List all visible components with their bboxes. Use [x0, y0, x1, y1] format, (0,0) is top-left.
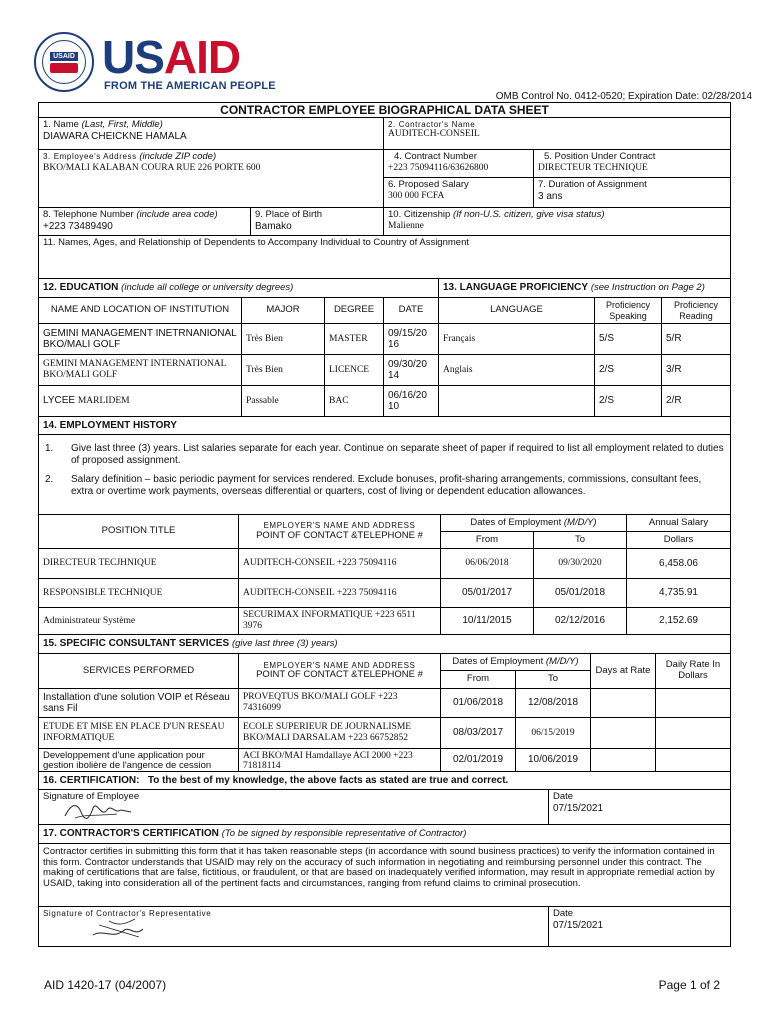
- svc-row3-days: [591, 749, 656, 772]
- contractor-label: 2. Contractor's Name: [388, 120, 476, 129]
- employee-signature-icon: [61, 798, 141, 824]
- field-position[interactable]: [534, 150, 730, 178]
- form-id: AID 1420-17 (04/2007): [44, 978, 167, 992]
- col-dates-of-employment: [441, 515, 627, 532]
- svc-row3-from: 02/01/2019: [441, 749, 516, 772]
- instruction-1-num: 1.: [45, 443, 54, 454]
- field-duration[interactable]: [534, 178, 730, 208]
- employee-date-label: Date: [553, 791, 574, 802]
- col-dates-label: Dates of Employment: [470, 516, 562, 528]
- education-hint: (include all college or university degrees): [121, 281, 294, 293]
- emp-row2-from: 05/01/2017: [441, 579, 534, 608]
- edu-row1-major: Très Bien: [242, 324, 325, 355]
- edu-row3-institution-a: LYCEE: [43, 395, 76, 407]
- col-days-at-rate: Days at Rate: [591, 654, 656, 689]
- education-title: 12. EDUCATION: [43, 282, 119, 294]
- emp-row2-salary: 4,735.91: [627, 579, 730, 608]
- edu-row3-institution-b: MARLIDEM: [77, 395, 130, 406]
- instruction-2: [45, 474, 724, 497]
- edu-row2-major: Très Bien: [242, 355, 325, 386]
- instruction-1-text: Give last three (3) years. List salaries separate for each year. Continue on separate sheet of paper if required to list all employment related to duties of proposed assignment.: [71, 443, 724, 466]
- edu-row2-degree: LICENCE: [325, 355, 384, 386]
- consultant-title: 15. SPECIFIC CONSULTANT SERVICES: [43, 638, 230, 650]
- col-degree: DEGREE: [325, 298, 384, 324]
- telephone-hint: (include area code): [136, 209, 218, 220]
- svc-row2-employer: ECOLE SUPERIEUR DE JOURNALISME BKO/MALI DARSALAM +223 66752852: [239, 718, 441, 749]
- consultant-header: [39, 635, 730, 654]
- field-address[interactable]: [39, 150, 384, 208]
- birthplace-label: 9. Place of Birth: [255, 209, 323, 220]
- contract-number-label: 4. Contract Number: [394, 151, 477, 162]
- usaid-seal-icon: [34, 32, 94, 92]
- edu-row1-institution: GEMINI MANAGEMENT INETRNANIONAL BKO/MALI GOLF: [39, 324, 242, 355]
- employment-header: 14. EMPLOYMENT HISTORY: [39, 417, 730, 435]
- col-reading: Proficiency Reading: [662, 298, 730, 324]
- field-name[interactable]: [39, 118, 384, 150]
- address-label: 3. Employee's Address: [43, 152, 137, 161]
- duration-label: 7. Duration of Assignment: [538, 179, 647, 190]
- svc-row3-to: 10/06/2019: [516, 749, 591, 772]
- col-to: To: [534, 532, 627, 549]
- edu-row2-language: Anglais: [439, 355, 595, 386]
- edu-row3-speaking: 2/S: [595, 386, 662, 417]
- position-label: 5. Position Under Contract: [544, 151, 656, 162]
- emp-row2-employer: AUDITECH-CONSEIL +223 75094116: [239, 579, 441, 608]
- emp-row3-salary: 2,152.69: [627, 608, 730, 635]
- birthplace-value: Bamako: [255, 220, 292, 232]
- edu-row2-institution: GEMINI MANAGEMENT INTERNATIONAL BKO/MALI GOLF: [39, 355, 242, 386]
- emp-row3-employer: SECURIMAX INFORMATIQUE +223 6511 3976: [239, 608, 441, 635]
- svc-row1-rate: [656, 689, 730, 718]
- name-label: 1. Name: [43, 119, 79, 130]
- col-dollars: Dollars: [627, 532, 730, 549]
- consultant-hint: (give last three (3) years): [231, 637, 338, 649]
- col-svc-from: From: [441, 671, 516, 689]
- position-value: DIRECTEUR TECHNIQUE: [538, 162, 648, 173]
- svc-row1-employer: PROVEQTUS BKO/MALI GOLF +223 74316099: [239, 689, 441, 718]
- emp-row2-position: RESPONSIBLE TECHNIQUE: [39, 579, 239, 608]
- rep-date-label: Date: [553, 908, 574, 919]
- language-header: [439, 279, 730, 298]
- svc-row3-service: Developpement d'une application pour gestion ibolière de l'angence de cession: [39, 749, 239, 772]
- svc-row2-from: 08/03/2017: [441, 718, 516, 749]
- contract-number-value: +223 75094116/63626800: [388, 162, 489, 173]
- edu-row1-language: Français: [439, 324, 595, 355]
- edu-row3-language: [439, 386, 595, 417]
- col-svc-employer-line2: POINT OF CONTACT &TELEPHONE #: [256, 669, 423, 681]
- education-header: [39, 279, 439, 298]
- edu-row3-major: Passable: [242, 386, 325, 417]
- col-position-title: POSITION TITLE: [39, 515, 239, 549]
- usaid-logo: [34, 30, 284, 94]
- col-svc-employer: [239, 654, 441, 689]
- name-hint: (Last, First, Middle): [81, 119, 163, 130]
- language-title: 13. LANGUAGE PROFICIENCY: [443, 282, 589, 294]
- employment-instructions: [39, 435, 730, 515]
- col-employer: [239, 515, 441, 549]
- employee-date-field[interactable]: [549, 790, 730, 825]
- edu-row1-date: 09/15/20 16: [384, 324, 439, 355]
- emp-row1-position: DIRECTEUR TECJHNIQUE: [39, 549, 239, 579]
- emp-row3-to: 02/12/2016: [534, 608, 627, 635]
- emp-row3-from: 10/11/2015: [441, 608, 534, 635]
- svc-row2-rate: [656, 718, 730, 749]
- col-dates-hint: (M/D/Y): [563, 516, 597, 528]
- usaid-tagline: FROM THE AMERICAN PEOPLE: [104, 80, 276, 92]
- col-institution: NAME AND LOCATION OF INSTITUTION: [39, 298, 242, 324]
- svc-row2-to: 06/15/2019: [516, 718, 591, 749]
- telephone-label: 8. Telephone Number: [43, 209, 134, 220]
- field-citizenship[interactable]: [384, 208, 730, 236]
- edu-row2-speaking: 2/S: [595, 355, 662, 386]
- col-from: From: [441, 532, 534, 549]
- emp-row1-from: 06/06/2018: [441, 549, 534, 579]
- col-date: DATE: [384, 298, 439, 324]
- field-contractor[interactable]: [384, 118, 730, 150]
- field-dependents[interactable]: [39, 236, 730, 279]
- language-hint: (see Instruction on Page 2): [590, 281, 705, 293]
- edu-row3-degree: BAC: [325, 386, 384, 417]
- emp-row1-employer: AUDITECH-CONSEIL +223 75094116: [239, 549, 441, 579]
- col-employer-line2: POINT OF CONTACT &TELEPHONE #: [256, 529, 423, 541]
- instruction-2-num: 2.: [45, 474, 54, 485]
- edu-row2-date: 09/30/20 14: [384, 355, 439, 386]
- address-value: BKO/MALI KALABAN COURA RUE 226 PORTE 600: [43, 162, 261, 173]
- rep-date-value: 07/15/2021: [553, 919, 604, 931]
- col-svc-dates-hint: (M/D/Y): [545, 655, 579, 667]
- contractor-cert-header: [39, 825, 730, 844]
- rep-signature-icon: [89, 915, 149, 943]
- svc-row1-days: [591, 689, 656, 718]
- col-services-performed: SERVICES PERFORMED: [39, 654, 239, 689]
- certification-text: To the best of my knowledge, the above facts as stated are true and correct.: [147, 774, 509, 786]
- salary-value: 300 000 FCFA: [388, 190, 445, 201]
- svc-row1-to: 12/08/2018: [516, 689, 591, 718]
- edu-row3-reading: 2/R: [662, 386, 730, 417]
- field-salary[interactable]: [384, 178, 534, 208]
- edu-row1-speaking: 5/S: [595, 324, 662, 355]
- svc-row2-days: [591, 718, 656, 749]
- wordmark-aid: AID: [163, 31, 241, 83]
- certification-header: [39, 772, 730, 790]
- emp-row2-to: 05/01/2018: [534, 579, 627, 608]
- usaid-wordmark: [102, 31, 241, 83]
- employee-date-value: 07/15/2021: [553, 802, 604, 814]
- seal-text: USAID: [50, 52, 78, 61]
- edu-row2-reading: 3/R: [662, 355, 730, 386]
- emp-row3-position: Administrateur Système: [39, 608, 239, 635]
- edu-row1-reading: 5/R: [662, 324, 730, 355]
- col-employer-line1: EMPLOYER'S NAME AND ADDRESS: [263, 521, 416, 531]
- col-annual-salary: Annual Salary: [627, 515, 730, 532]
- col-language: LANGUAGE: [439, 298, 595, 324]
- col-daily-rate: Daily Rate In Dollars: [656, 654, 730, 689]
- col-svc-dates-label: Dates of Employment: [452, 655, 544, 667]
- biographical-form: [38, 102, 731, 947]
- contractor-cert-title: 17. CONTRACTOR'S CERTIFICATION: [43, 828, 219, 840]
- instruction-1: [45, 443, 724, 466]
- telephone-value: +223 73489490: [43, 220, 113, 232]
- contractor-value: AUDITECH-CONSEIL: [388, 129, 480, 140]
- svc-row3-employer: ACI BKO/MAI Hamdallaye ACI 2000 +223 71818114: [239, 749, 441, 772]
- emp-row1-to: 09/30/2020: [534, 549, 627, 579]
- name-value: DIAWARA CHEICKNE HAMALA: [43, 130, 187, 142]
- employee-signature-field[interactable]: [39, 790, 549, 825]
- col-svc-dates: [441, 654, 591, 671]
- svc-row1-service: Installation d'une solution VOIP et Réseau sans Fil: [39, 689, 239, 718]
- wordmark-us: US: [102, 31, 164, 83]
- instruction-2-text: Salary definition – basic periodic payment for services rendered. Exclude bonuses, profit-sharing arrangements, commissions, consultant fees, extra or overtime work payments, overseas differential or quarters, cost of living or dependent education allowances.: [71, 474, 702, 497]
- citizenship-value: Malienne: [388, 220, 424, 231]
- page-number: Page 1 of 2: [658, 978, 720, 992]
- emp-row1-salary: 6,458.06: [627, 549, 730, 579]
- col-svc-to: To: [516, 671, 591, 689]
- salary-label: 6. Proposed Salary: [388, 179, 469, 190]
- field-birthplace[interactable]: [251, 208, 384, 236]
- omb-control: OMB Control No. 0412-0520; Expiration Date: 02/28/2014: [495, 91, 752, 102]
- edu-row3-date: 06/16/20 10: [384, 386, 439, 417]
- col-speaking: Proficiency Speaking: [595, 298, 662, 324]
- certification-title: 16. CERTIFICATION:: [43, 774, 140, 786]
- field-telephone[interactable]: [39, 208, 251, 236]
- edu-row1-degree: MASTER: [325, 324, 384, 355]
- svc-row1-from: 01/06/2018: [441, 689, 516, 718]
- svc-row2-service: ETUDE ET MISE EN PLACE D'UN RESEAU INFORMATIQUE: [39, 718, 239, 749]
- duration-value: 3 ans: [538, 190, 563, 202]
- rep-signature-field[interactable]: [39, 907, 549, 947]
- edu-row3-institution: [39, 386, 242, 417]
- employee-signature-label: Signature of Employee: [43, 791, 140, 802]
- address-hint: (include ZIP code): [139, 151, 217, 162]
- col-major: MAJOR: [242, 298, 325, 324]
- citizenship-hint: (If non-U.S. citizen, give visa status): [452, 209, 605, 220]
- rep-signature-label: Signature of Contractor's Representative: [43, 909, 212, 918]
- contractor-cert-text: Contractor certifies in submitting this form that it has taken reasonable steps (in accordance with sound business practices) to verify the information contained in this form. Contractor understands that USAID may rely on the accuracy of such information in negotiating and reimbursing personnel under this contract. The making of certifications that are false, fictitious, or fraudulent, or that are based on inadequately verified information, may result in appropriate remedial action by USAID, taking into consideration all of the pertinent facts and circumstances, ranging from refund claims to criminal prosecution.: [39, 844, 730, 907]
- field-contract-number[interactable]: [384, 150, 534, 178]
- col-svc-employer-line1: EMPLOYER'S NAME AND ADDRESS: [263, 660, 416, 670]
- form-title: CONTRACTOR EMPLOYEE BIOGRAPHICAL DATA SHEET: [39, 103, 730, 118]
- dependents-label: 11. Names, Ages, and Relationship of Dependents to Accompany Individual to Country of Assignment: [43, 237, 469, 248]
- rep-date-field[interactable]: [549, 907, 730, 947]
- citizenship-label: 10. Citizenship: [388, 209, 451, 220]
- contractor-cert-hint: (To be signed by responsible representative of Contractor): [221, 827, 467, 839]
- svc-row3-rate: [656, 749, 730, 772]
